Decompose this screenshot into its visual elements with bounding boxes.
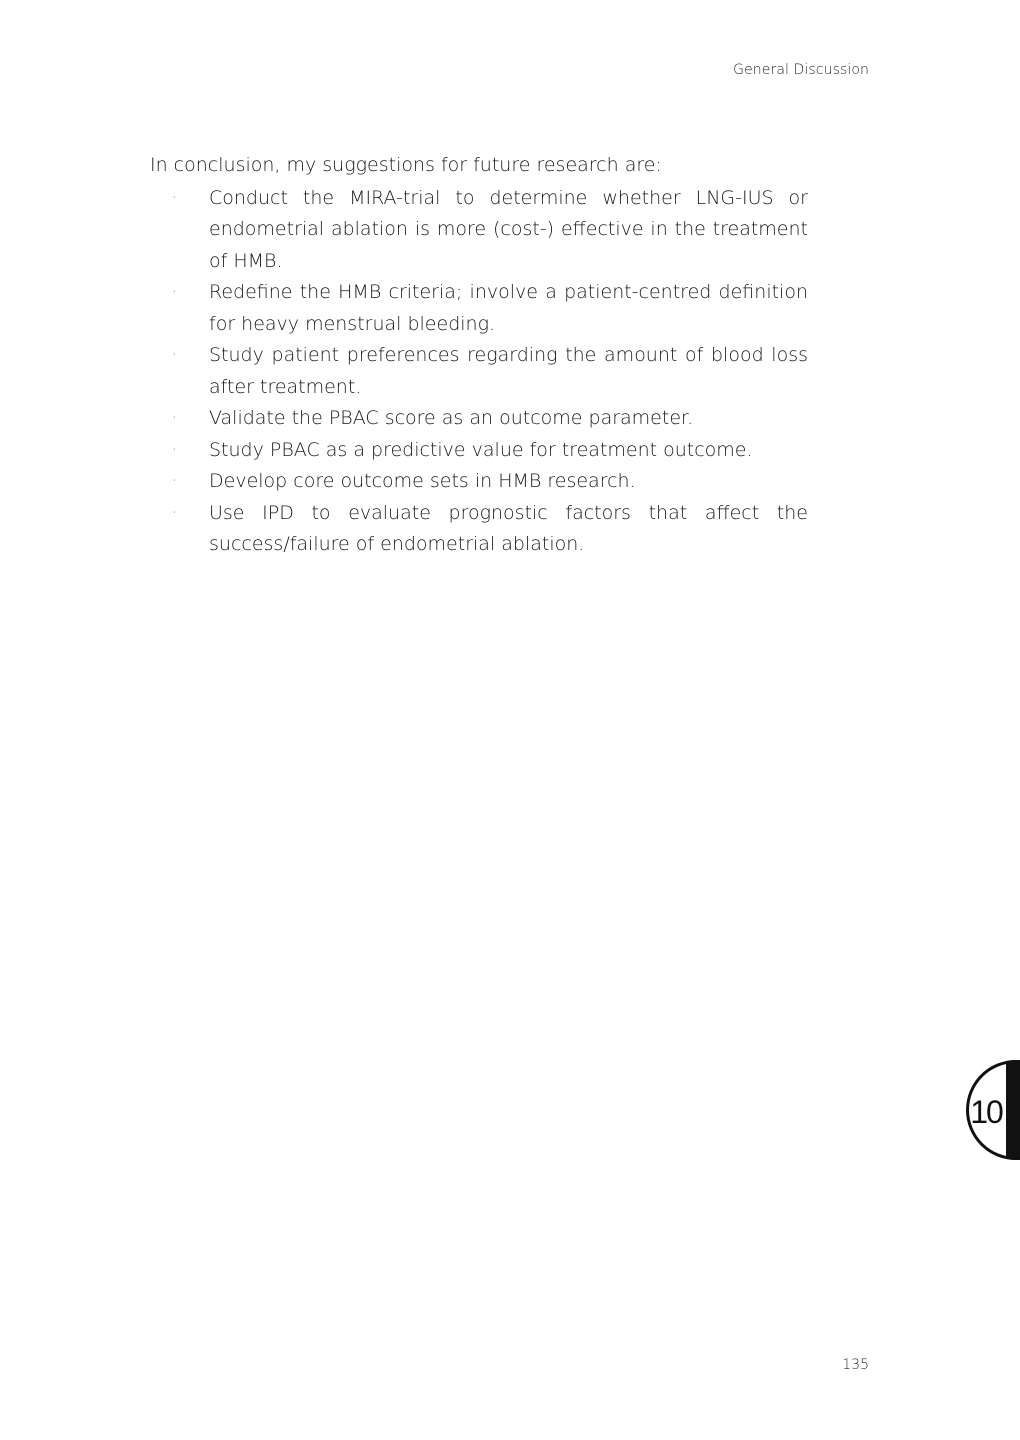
running-header: General Discussion <box>733 62 869 78</box>
list-item <box>150 183 808 278</box>
bullet-icon: · <box>172 189 177 206</box>
bullet-icon: · <box>172 347 177 363</box>
list-item <box>150 277 808 340</box>
list-item <box>150 403 808 435</box>
bullet-icon: · <box>172 473 177 489</box>
bullet-icon: · <box>172 504 177 521</box>
list-item <box>150 498 808 561</box>
list-item-text: Validate the PBAC score as an outcome parameter. <box>209 407 694 429</box>
list-item-text: Develop core outcome sets in HMB research. <box>209 470 636 492</box>
page-number: 135 <box>842 1357 869 1373</box>
bullet-icon: · <box>172 410 177 426</box>
list-item <box>150 466 808 498</box>
chapter-number: 10 <box>970 1094 1002 1130</box>
chapter-tab-bar <box>1006 1060 1020 1160</box>
main-content <box>150 150 808 561</box>
list-item-text: Redefine the HMB criteria; involve a patient-centred definition for heavy menstrual bleeding. <box>209 281 808 335</box>
bullet-icon: · <box>172 284 177 300</box>
intro-paragraph: In conclusion, my suggestions for future research are: <box>150 154 662 176</box>
list-item <box>150 435 808 467</box>
list-item-text: Study PBAC as a predictive value for treatment outcome. <box>209 438 753 461</box>
list-item <box>150 340 808 403</box>
list-item-text: Conduct the MIRA-trial to determine whether LNG-IUS or endometrial ablation is more (cost-) effective in the treatment of HMB. <box>209 186 808 272</box>
bullet-icon: · <box>172 441 177 458</box>
suggestions-list <box>150 183 808 561</box>
list-item-text: Study patient preferences regarding the amount of blood loss after treatment. <box>209 344 808 398</box>
list-item-text: Use IPD to evaluate prognostic factors that affect the success/failure of endometrial ablation. <box>209 501 808 555</box>
